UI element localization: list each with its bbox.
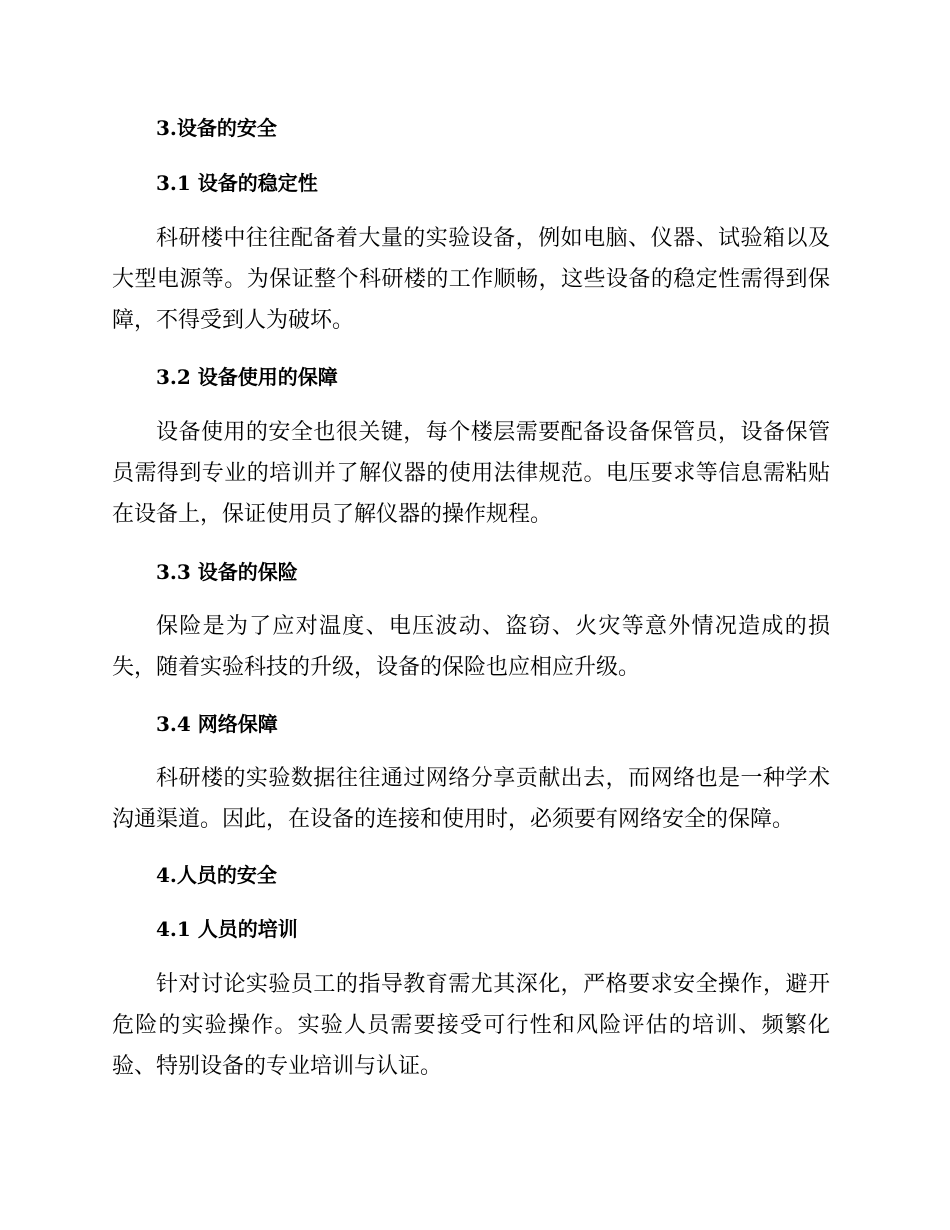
section-heading-3-1: 3.1 设备的稳定性	[156, 171, 318, 195]
paragraph-4-1: 针对讨论实验员工的指导教育需尤其深化，严格要求安全操作，避开危险的实验操作。实验人员需要接受可行性和风险评估的培训、频繁化验、特别设备的专业培训与认证。	[112, 972, 830, 1079]
paragraph-3-4: 科研楼的实验数据往往通过网络分享贡献出去，而网络也是一种学术沟通渠道。因此，在设备的连接和使用时，必须要有网络安全的保障。	[112, 766, 830, 832]
paragraph-3-1: 科研楼中往往配备着大量的实验设备，例如电脑、仪器、试验箱以及大型电源等。为保证整个科研楼的工作顺畅，这些设备的稳定性需得到保障，不得受到人为破坏。	[112, 226, 830, 333]
paragraph-3-3: 保险是为了应对温度、电压波动、盗窃、火灾等意外情况造成的损失，随着实验科技的升级，设备的保险也应相应升级。	[112, 614, 830, 680]
section-heading-3-4: 3.4 网络保障	[156, 712, 278, 736]
paragraph-3-2: 设备使用的安全也很关键，每个楼层需要配备设备保管员，设备保管员需得到专业的培训并了解仪器的使用法律规范。电压要求等信息需粘贴在设备上，保证使用员了解仪器的操作规程。	[112, 420, 830, 527]
section-heading-3-2: 3.2 设备使用的保障	[156, 365, 338, 389]
section-heading-4: 4.人员的安全	[156, 863, 277, 887]
section-heading-3-3: 3.3 设备的保险	[156, 560, 298, 584]
section-heading-4-1: 4.1 人员的培训	[156, 917, 298, 941]
section-heading-3: 3.设备的安全	[156, 116, 277, 140]
